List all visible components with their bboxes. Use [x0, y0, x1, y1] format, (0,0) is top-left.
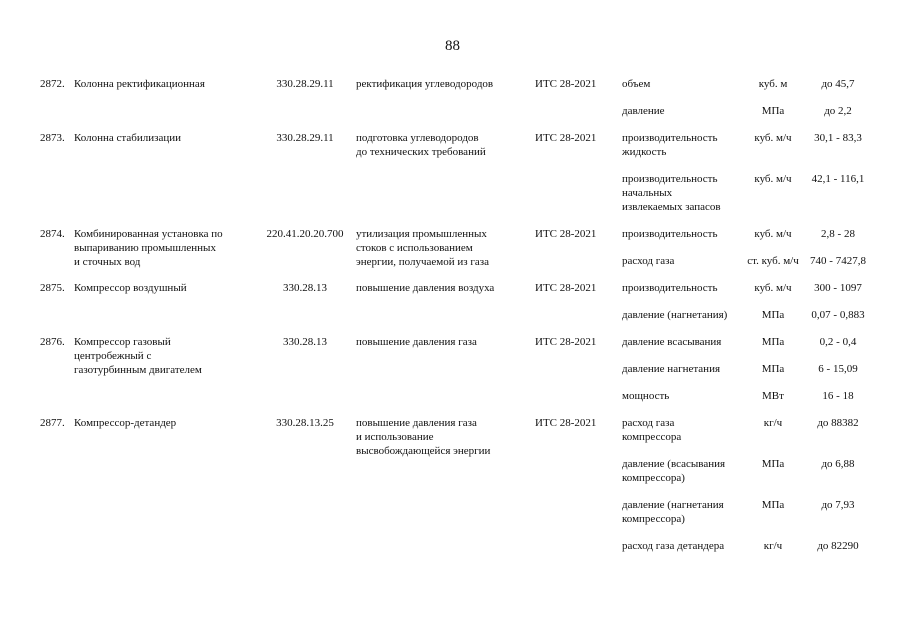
purpose: повышение давления воздуха: [356, 282, 495, 294]
row-number: 2875.: [40, 282, 65, 294]
unit: МПа: [761, 363, 785, 375]
parameter: давление нагнетания: [622, 363, 721, 375]
parameter: давление: [622, 105, 665, 117]
unit: куб. м: [758, 78, 788, 90]
parameter: объем: [622, 78, 651, 90]
parameter: давление (нагнетания): [622, 309, 728, 321]
okpd-code: 330.28.29.11: [276, 132, 334, 144]
row-number: 2872.: [40, 78, 65, 90]
value: 0,2 - 0,4: [819, 336, 857, 348]
standard: ИТС 28-2021: [535, 417, 597, 429]
row-number: 2873.: [40, 132, 65, 144]
okpd-code: 220.41.20.20.700: [266, 228, 344, 240]
standard: ИТС 28-2021: [535, 132, 597, 144]
standard: ИТС 28-2021: [535, 282, 597, 294]
row-number: 2874.: [40, 228, 65, 240]
unit: куб. м/ч: [754, 173, 792, 185]
purpose: ректификация углеводородов: [356, 78, 494, 90]
unit: куб. м/ч: [754, 132, 792, 144]
parameter: производительность начальных извлекаемых запасов: [622, 173, 721, 213]
equipment-name: Колонна ректификационная: [74, 78, 205, 90]
page-number: 88: [445, 38, 460, 54]
parameter: производительность: [622, 282, 718, 294]
unit: куб. м/ч: [754, 228, 792, 240]
value: 6 - 15,09: [818, 363, 858, 375]
value: 42,1 - 116,1: [811, 173, 865, 185]
parameter: давление (всасывания компрессора): [622, 458, 726, 484]
purpose: подготовка углеводородов до технических требований: [356, 132, 486, 158]
equipment-name: Комбинированная установка по выпариванию промышленных и сточных вод: [74, 228, 223, 268]
unit: МПа: [761, 105, 785, 117]
purpose: повышение давления газа: [356, 336, 477, 348]
purpose: утилизация промышленных стоков с использованием энергии, получаемой из газа: [356, 228, 490, 268]
value: до 45,7: [821, 78, 855, 90]
okpd-code: 330.28.13: [283, 336, 327, 348]
standard: ИТС 28-2021: [535, 78, 597, 90]
unit: ст. куб. м/ч: [747, 255, 799, 267]
okpd-code: 330.28.13.25: [276, 417, 334, 429]
equipment-name: Компрессор воздушный: [74, 282, 187, 294]
parameter: давление (нагнетания компрессора): [622, 499, 724, 525]
equipment-name: Компрессор газовый центробежный с газотурбинным двигателем: [74, 336, 202, 376]
unit: МПа: [761, 309, 785, 321]
equipment-name: Колонна стабилизации: [74, 132, 181, 144]
value: 300 - 1097: [814, 282, 862, 294]
standard: ИТС 28-2021: [535, 228, 597, 240]
value: 16 - 18: [822, 390, 854, 402]
value: до 2,2: [824, 105, 852, 117]
purpose: повышение давления газа и использование высвобождающейся энергии: [356, 417, 491, 457]
value: до 6,88: [821, 458, 855, 470]
unit: МПа: [761, 336, 785, 348]
row-number: 2876.: [40, 336, 65, 348]
parameter: расход газа: [622, 255, 675, 267]
value: 30,1 - 83,3: [814, 132, 862, 144]
value: 0,07 - 0,883: [811, 309, 865, 321]
standard: ИТС 28-2021: [535, 336, 597, 348]
unit: кг/ч: [763, 540, 783, 552]
unit: куб. м/ч: [754, 282, 792, 294]
value: до 88382: [817, 417, 859, 429]
equipment-name: Компрессор-детандер: [74, 417, 177, 429]
value: до 82290: [817, 540, 859, 552]
parameter: расход газа детандера: [622, 540, 725, 552]
parameter: производительность жидкость: [622, 132, 718, 158]
unit: МПа: [761, 499, 785, 511]
value: до 7,93: [821, 499, 855, 511]
parameter: производительность: [622, 228, 718, 240]
value: 2,8 - 28: [821, 228, 855, 240]
parameter: расход газа компрессора: [622, 417, 682, 443]
okpd-code: 330.28.13: [283, 282, 327, 294]
parameter: мощность: [622, 390, 670, 402]
row-number: 2877.: [40, 417, 65, 429]
unit: МПа: [761, 458, 785, 470]
unit: МВт: [762, 390, 784, 402]
value: 740 - 7427,8: [810, 255, 866, 267]
okpd-code: 330.28.29.11: [276, 78, 334, 90]
parameter: давление всасывания: [622, 336, 722, 348]
unit: кг/ч: [763, 417, 783, 429]
